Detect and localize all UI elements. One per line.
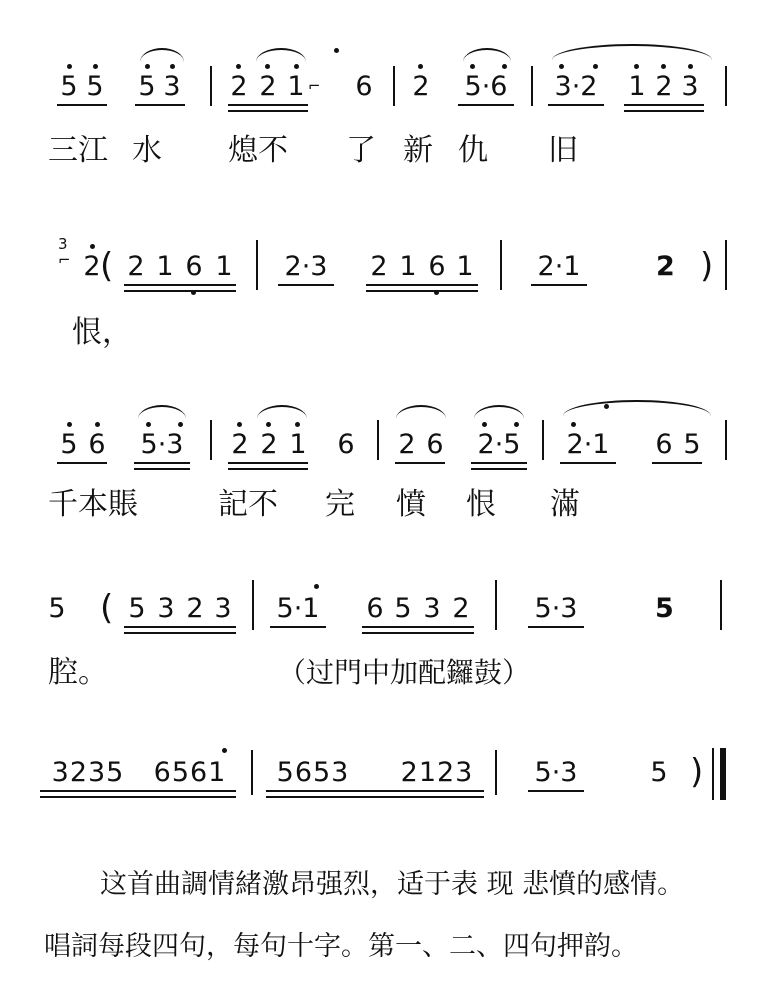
note: 3235: [51, 757, 125, 788]
note: 5·3: [534, 757, 578, 788]
lyric: 千本賬: [48, 487, 138, 522]
note: 5: [683, 429, 701, 460]
note: 2: [83, 251, 101, 282]
note: 5: [48, 593, 66, 624]
note: 1: [456, 251, 474, 282]
close-paren: ): [690, 752, 704, 792]
note: 6: [185, 251, 203, 282]
note: 2123: [400, 757, 474, 788]
note: 3: [681, 71, 699, 102]
open-paren: (: [100, 588, 114, 628]
bar-line: [210, 420, 212, 460]
note: 6: [366, 593, 384, 624]
note: 5653: [276, 757, 350, 788]
note: 3: [214, 593, 232, 624]
note: 5: [60, 71, 78, 102]
note: 6: [355, 71, 373, 102]
bar-line: [720, 580, 722, 630]
bar-line: [495, 580, 497, 630]
grace-note: 3: [58, 235, 68, 253]
annotation: （过門中加配鑼鼓）: [278, 656, 531, 689]
note: 6: [88, 429, 106, 460]
open-paren: (: [100, 246, 114, 286]
note: 6: [428, 251, 446, 282]
lyric: 仇: [458, 133, 488, 168]
lyric: 熄不: [228, 133, 288, 168]
bar-line: [531, 66, 533, 106]
note: 2·5: [477, 429, 521, 460]
bar-line: [377, 420, 379, 460]
lyric: 恨，: [72, 315, 132, 350]
note: 2: [656, 251, 675, 282]
note: 6: [426, 429, 444, 460]
note: 2: [412, 71, 430, 102]
lyric: 完: [325, 487, 355, 522]
note: 5: [655, 593, 674, 624]
note: 5·3: [534, 593, 578, 624]
description-paragraph: 这首曲調情緒激昂强烈，适于表 现 悲憤的感情。: [100, 869, 685, 900]
description-paragraph: 唱詞每段四句，每句十字。第一、二、四句押韵。: [44, 931, 638, 962]
note: 1: [215, 251, 233, 282]
bar-line: [393, 66, 395, 106]
note: 2: [259, 71, 277, 102]
lyric: 水: [132, 133, 162, 168]
lyric: 恨: [466, 487, 496, 522]
bar-line: [725, 66, 727, 106]
note: 6561: [153, 757, 227, 788]
bar-line: [251, 750, 253, 795]
note: 2: [370, 251, 388, 282]
lyric: 三江: [48, 133, 108, 168]
note: 3: [163, 71, 181, 102]
note: 5: [128, 593, 146, 624]
note: 2: [230, 71, 248, 102]
bar-line: [500, 240, 502, 290]
bar-line: [495, 750, 497, 795]
lyric: 新: [403, 133, 433, 168]
note: 2·1: [566, 429, 610, 460]
bar-line: [542, 420, 544, 460]
note: 2: [186, 593, 204, 624]
note: 1: [399, 251, 417, 282]
bar-line: [725, 240, 727, 290]
note: 5·1: [276, 593, 320, 624]
note: 1: [289, 429, 307, 460]
note: 2: [655, 71, 673, 102]
bar-line: [256, 240, 258, 290]
bar-line: [210, 66, 212, 106]
note: 3: [423, 593, 441, 624]
note: 5: [86, 71, 104, 102]
note: 5·6: [464, 71, 508, 102]
final-bar-line: [720, 748, 726, 800]
note: 2·3: [284, 251, 328, 282]
bar-line: [712, 748, 714, 800]
note: 3·2: [554, 71, 598, 102]
note: 5: [650, 757, 668, 788]
note: 1: [287, 71, 305, 102]
note: 1: [628, 71, 646, 102]
note: 5: [138, 71, 156, 102]
note: 5: [394, 593, 412, 624]
lyric: 記不: [218, 487, 278, 522]
note: 2: [452, 593, 470, 624]
grace-mark: ⌐: [308, 77, 321, 95]
lyric: 旧: [548, 133, 578, 168]
lyric: 憤: [396, 487, 426, 522]
bar-line: [725, 420, 727, 460]
note: 2: [260, 429, 278, 460]
note: 5·3: [140, 429, 184, 460]
note: 2: [127, 251, 145, 282]
note: 3: [157, 593, 175, 624]
note: 2: [398, 429, 416, 460]
lyric: 腔。: [48, 655, 108, 690]
note: 6: [337, 429, 355, 460]
lyric: 滿: [550, 487, 580, 522]
bar-line: [252, 580, 254, 630]
note: 6: [655, 429, 673, 460]
note: 5: [60, 429, 78, 460]
grace-mark: ⌐: [58, 251, 71, 269]
note: 1: [156, 251, 174, 282]
close-paren: ): [700, 246, 714, 286]
lyric: 了: [346, 133, 376, 168]
note: 2·1: [537, 251, 581, 282]
note: 2: [231, 429, 249, 460]
